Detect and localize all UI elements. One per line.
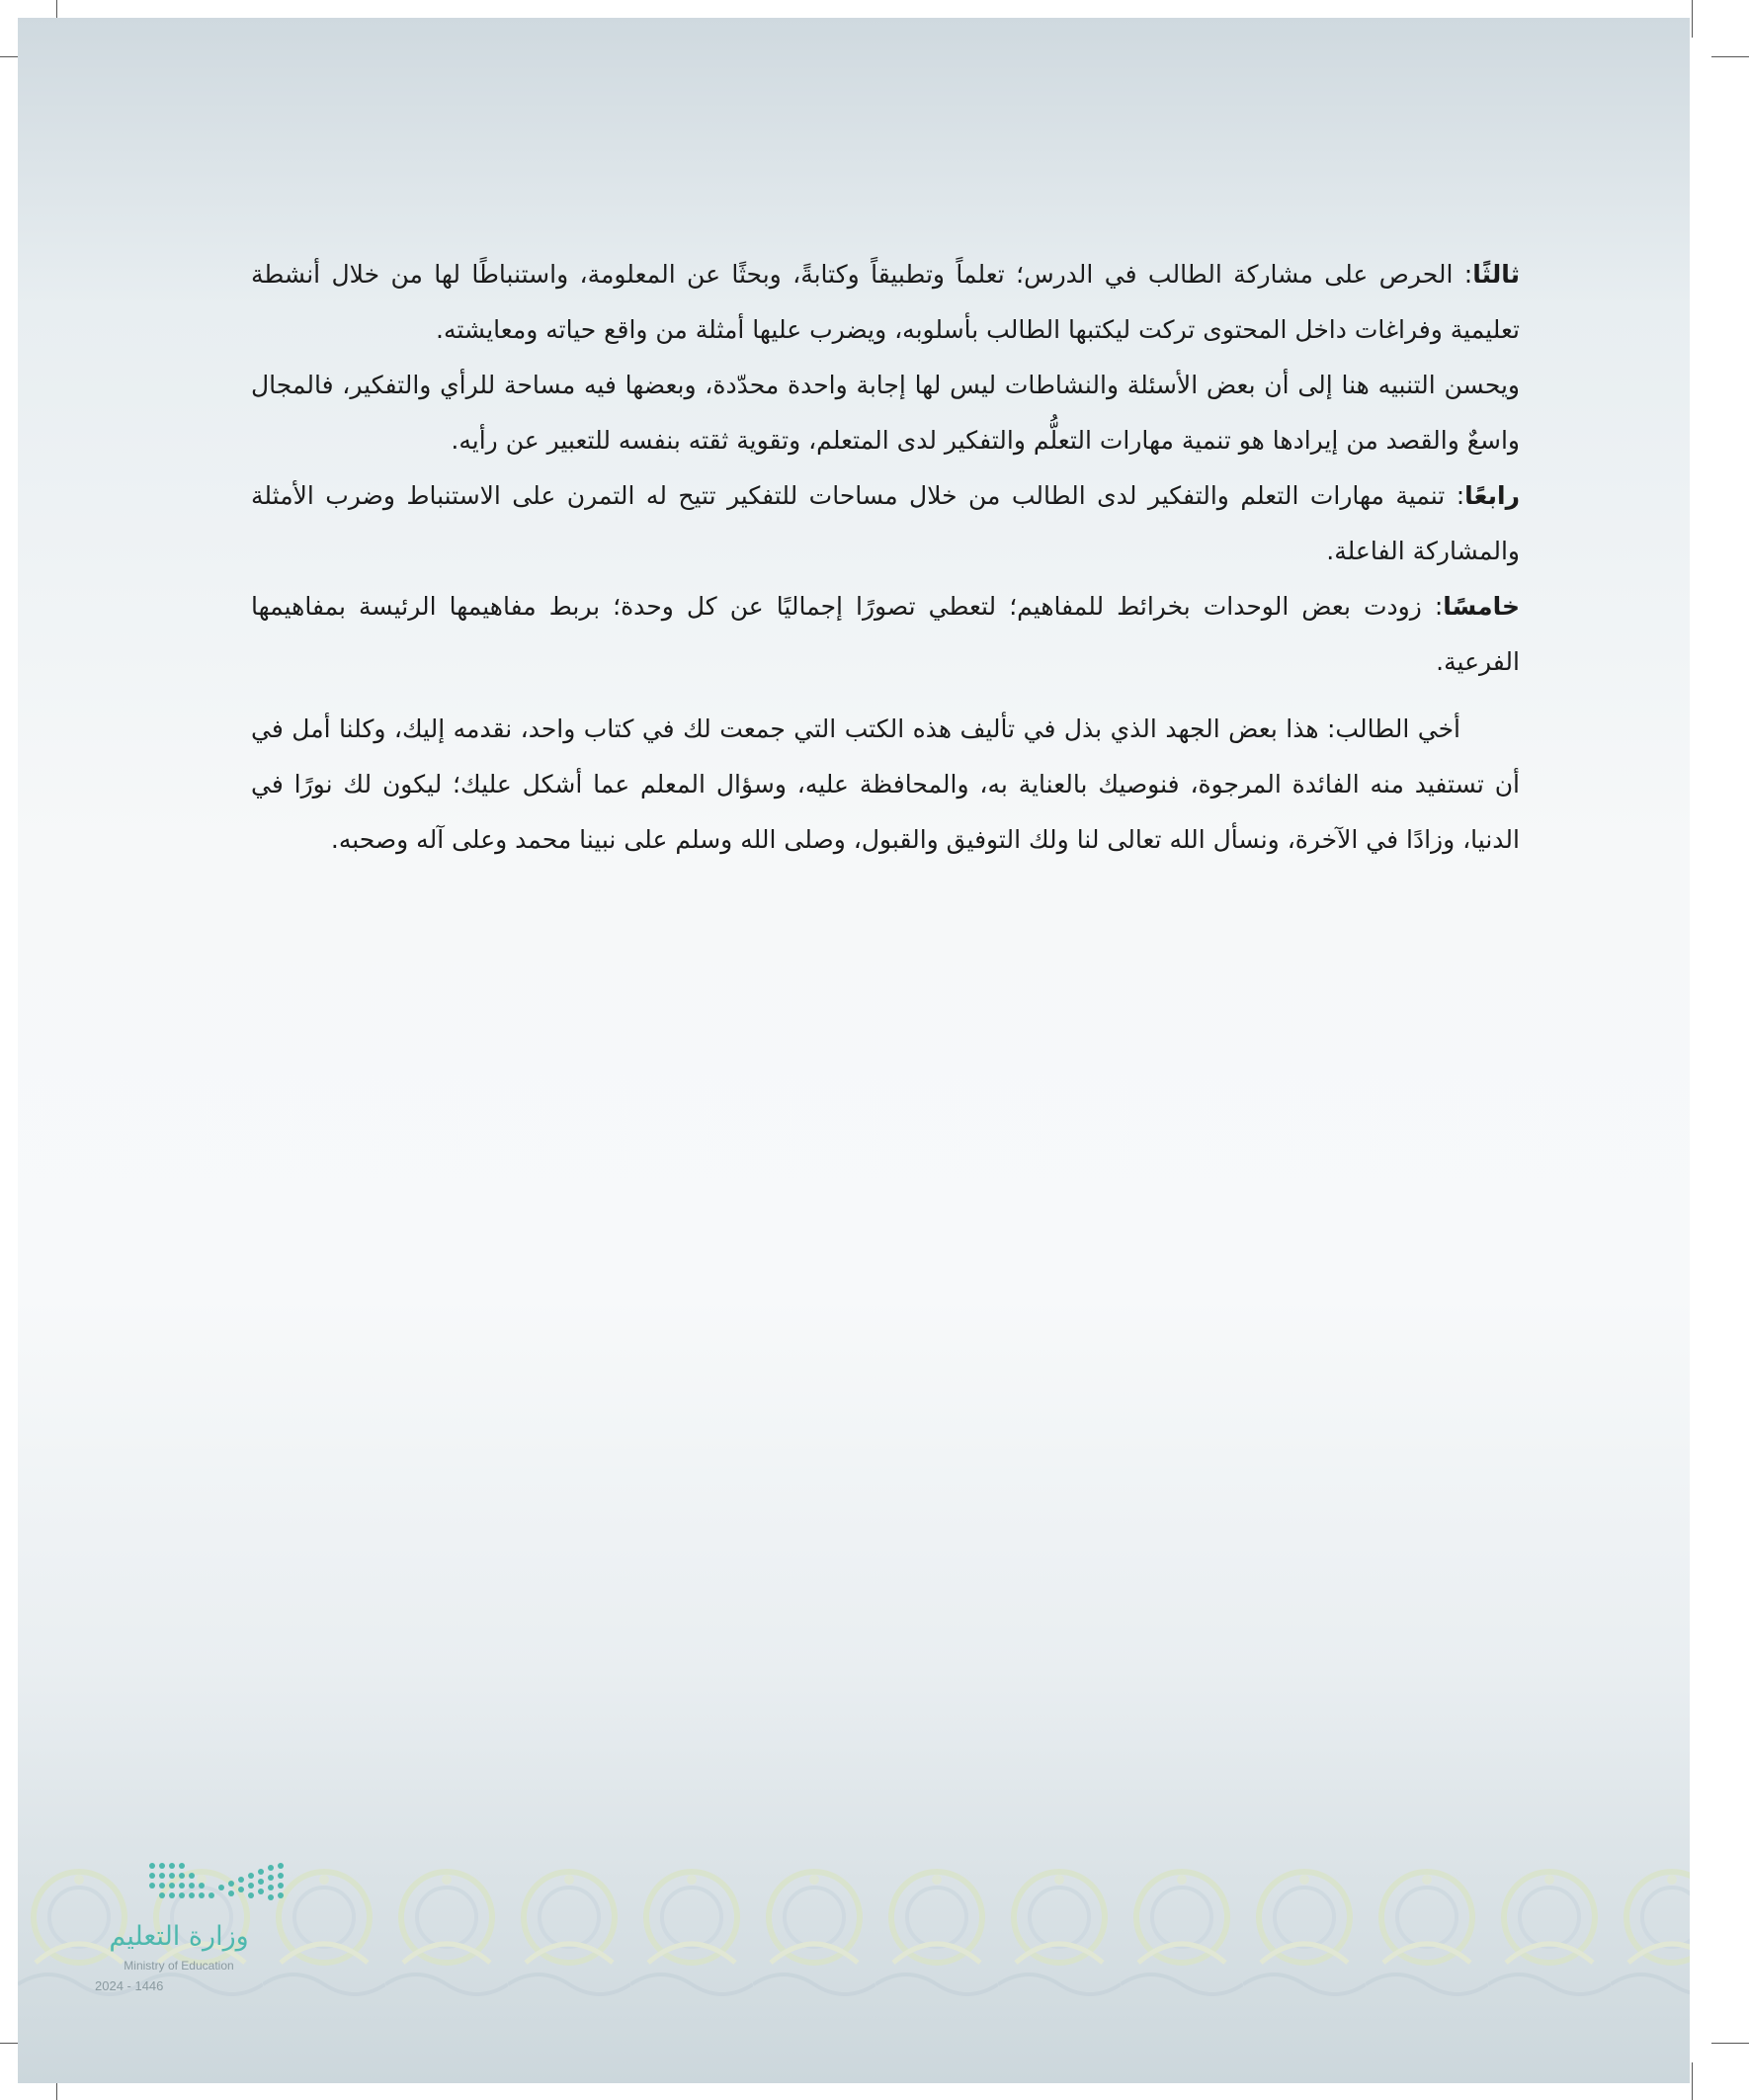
logo-year: 2024 - 1446 bbox=[95, 1978, 164, 1993]
paragraph-fourth bbox=[251, 468, 1520, 579]
paragraph-text: : زودت بعض الوحدات بخرائط للمفاهيم؛ لتعطي تصورًا إجماليًا عن كل وحدة؛ بربط مفاهيمها الرئيسة بمفاهيمها الفرعية. bbox=[251, 592, 1520, 676]
paragraph-lead: ثالثًا bbox=[1472, 260, 1520, 289]
paragraph-fifth bbox=[251, 579, 1520, 690]
paragraph-third bbox=[251, 247, 1520, 358]
logo-dots-icon bbox=[144, 1858, 292, 1913]
paragraph-closing: أخي الطالب: هذا بعض الجهد الذي بذل في تأليف هذه الكتب التي جمعت لك في كتاب واحد، نقدمه إليك، وكلنا أمل في أن تستفيد منه الفائدة المرجوة، فنوصيك بالعناية به، والمحافظة عليه، وسؤال المعلم عما أشكل عليك؛ ليكون لك نورًا في الدنيا، وزادًا في الآخرة، ونسأل الله تعالى لنا ولك التوفيق والقبول، وصلى الله وسلم على نبينا محمد وعلى آله وصحبه. bbox=[251, 714, 1520, 854]
crop-mark bbox=[1711, 56, 1749, 57]
book-page bbox=[18, 18, 1690, 2083]
logo-name-english: Ministry of Education bbox=[124, 1959, 234, 1973]
paragraph-lead: رابعًا bbox=[1464, 481, 1520, 510]
paragraph-note: ويحسن التنبيه هنا إلى أن بعض الأسئلة والنشاطات ليس لها إجابة واحدة محدّدة، وبعضها فيه مساحة للرأي والتفكير، فالمجال واسعٌ والقصد من إيرادها هو تنمية مهارات التعلُّم والتفكير لدى المتعلم، وتقوية ثقته بنفسه للتعبير عن رأيه. bbox=[251, 371, 1520, 455]
ministry-logo bbox=[95, 1858, 283, 2006]
paragraph-text: : تنمية مهارات التعلم والتفكير لدى الطالب من خلال مساحات للتفكير تتيح له التمرن على الاستنباط وضرب الأمثلة والمشاركة الفاعلة. bbox=[251, 481, 1520, 565]
crop-mark bbox=[1711, 2043, 1749, 2044]
logo-name-arabic: وزارة التعليم bbox=[109, 1921, 249, 1952]
crop-mark bbox=[1692, 2062, 1693, 2100]
paragraph-text: : الحرص على مشاركة الطالب في الدرس؛ تعلماً وتطبيقاً وكتابةً، وبحثًا عن المعلومة، واستنباطًا لها من خلال أنشطة تعليمية وفراغات داخل المحتوى تركت ليكتبها الطالب بأسلوبه، ويضرب عليها أمثلة من واقع حياته ومعايشته. bbox=[251, 260, 1520, 344]
crop-mark bbox=[1692, 0, 1693, 38]
page-text bbox=[251, 247, 1520, 868]
paragraph-lead: خامسًا bbox=[1443, 592, 1520, 621]
